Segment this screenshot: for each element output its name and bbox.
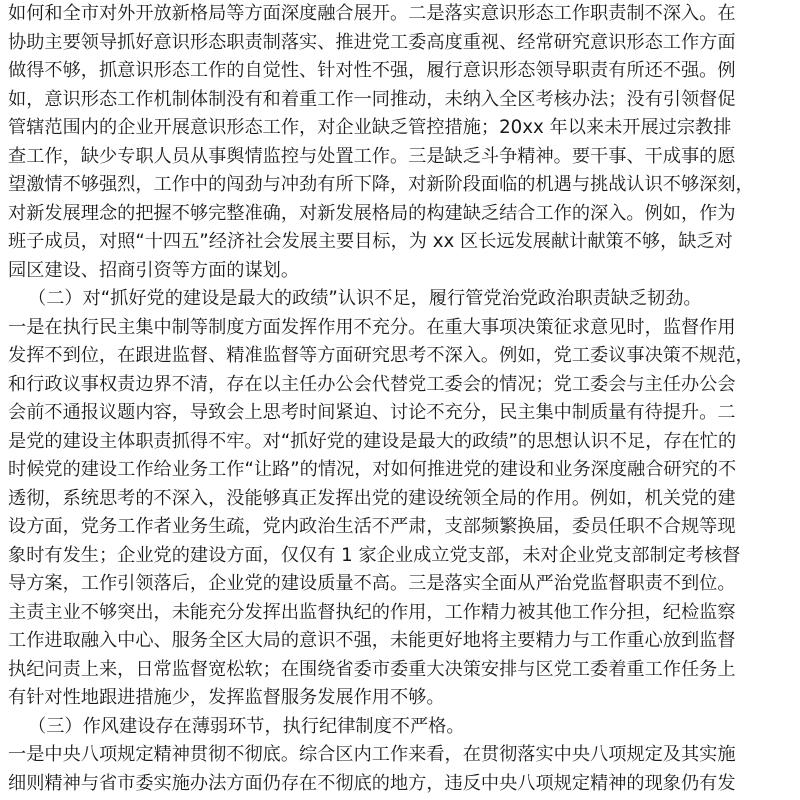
text-line: 如，意识形态工作机制体制没有和着重工作一同推动，未纳入全区考核办法；没有引领督促 bbox=[8, 88, 736, 110]
text-line: 一是中央八项规定精神贯彻不彻底。综合区内工作来看，在贯彻落实中央八项规定及其实施 bbox=[8, 744, 736, 765]
text-line: 设方面，党务工作者业务生疏，党内政治生活不严肃，支部频繁换届，委员任职不合规等现 bbox=[8, 516, 736, 537]
text-line: 一是在执行民主集中制等制度方面发挥作用不充分。在重大事项决策征求意见时，监督作用 bbox=[8, 316, 736, 338]
text-line: 导方案，工作引领落后，企业党的建设质量不高。三是落实全面从严治党监督职责不到位。 bbox=[8, 573, 736, 594]
text-line: 做得不够，抓意识形态工作的自觉性、针对性不强，履行意识形态领导职责有所还不强。例 bbox=[8, 60, 736, 81]
text-line: 工作进取融入中心、服务全区大局的意识不强，未能更好地将主要精力与工作重心放到监督 bbox=[8, 630, 736, 651]
section-heading: （三）作风建设存在薄弱环节，执行纪律制度不严格。 bbox=[28, 715, 465, 737]
text-line: 执纪问责上来，日常监督宽松软；在围绕省委市委重大决策安排与区党工委着重工作任务上 bbox=[8, 658, 736, 680]
text-line: 对新发展理念的把握不够完整准确，对新发展格局的构建缺乏结合工作的深入。例如，作为 bbox=[8, 202, 736, 224]
text-line: 会前不通报议题内容，导致会上思考时间紧迫、讨论不充分，民主集中制质量有待提升。二 bbox=[8, 402, 736, 423]
text-line: 有针对性地跟进措施少，发挥监督服务发展作用不够。 bbox=[8, 687, 445, 708]
text-line: 是党的建设主体职责抓得不牢。对“抓好党的建设是最大的政绩”的思想认识不足，存在忙的 bbox=[8, 430, 737, 452]
text-line: 班子成员，对照“十四五”经济社会发展主要目标，为 xx 区长远发展献计献策不够，缺乏对 bbox=[8, 231, 733, 252]
text-line: 透彻，系统思考的不深入，没能够真正发挥出党的建设统领全局的作用。例如，机关党的建 bbox=[8, 487, 736, 509]
section-heading: （二）对“抓好党的建设是最大的政绩”认识不足，履行管党治党政治职责缺乏韧劲。 bbox=[28, 288, 702, 309]
text-line: 园区建设、招商引资等方面的谋划。 bbox=[8, 259, 300, 281]
text-line: 主责主业不够突出，未能充分发挥出监督执纪的作用，工作精力被其他工作分担，纪检监察 bbox=[8, 601, 736, 623]
text-line: 望激情不够强烈，工作中的闯劲与冲劲有所下降，对新阶段面临的机遇与挑战认识不够深刻， bbox=[8, 174, 754, 195]
text-line: 管辖范围内的企业开展意识形态工作，对企业缺乏管控措施；20xx 年以来未开展过宗教排 bbox=[8, 117, 732, 138]
text-line: 如何和全市对外开放新格局等方面深度融合展开。二是落实意识形态工作职责制不深入。在 bbox=[8, 3, 736, 24]
text-line: 协助主要领导抓好意识形态职责制落实、推进党工委高度重视、经常研究意识形态工作方面 bbox=[8, 31, 736, 53]
text-line: 象时有发生；企业党的建设方面，仅仅有 1 家企业成立党支部，未对企业党支部制定考核督 bbox=[8, 544, 741, 566]
text-line: 查工作，缺少专职人员从事舆情监控与处置工作。三是缺乏斗争精神。要干事、干成事的愿 bbox=[8, 145, 736, 167]
text-line: 和行政议事权责边界不清，存在以主任办公会代替党工委会的情况；党工委会与主任办公会 bbox=[8, 373, 736, 395]
text-line: 细则精神与省市委实施办法方面仍存在不彻底的地方，违反中央八项规定精神的现象仍有发 bbox=[8, 772, 736, 794]
text-line: 时候党的建设工作给业务工作“让路”的情况，对如何推进党的建设和业务深度融合研究的不 bbox=[8, 459, 737, 480]
text-line: 发挥不到位，在跟进监督、精准监督等方面研究思考不深入。例如，党工委议事决策不规范， bbox=[8, 345, 754, 366]
